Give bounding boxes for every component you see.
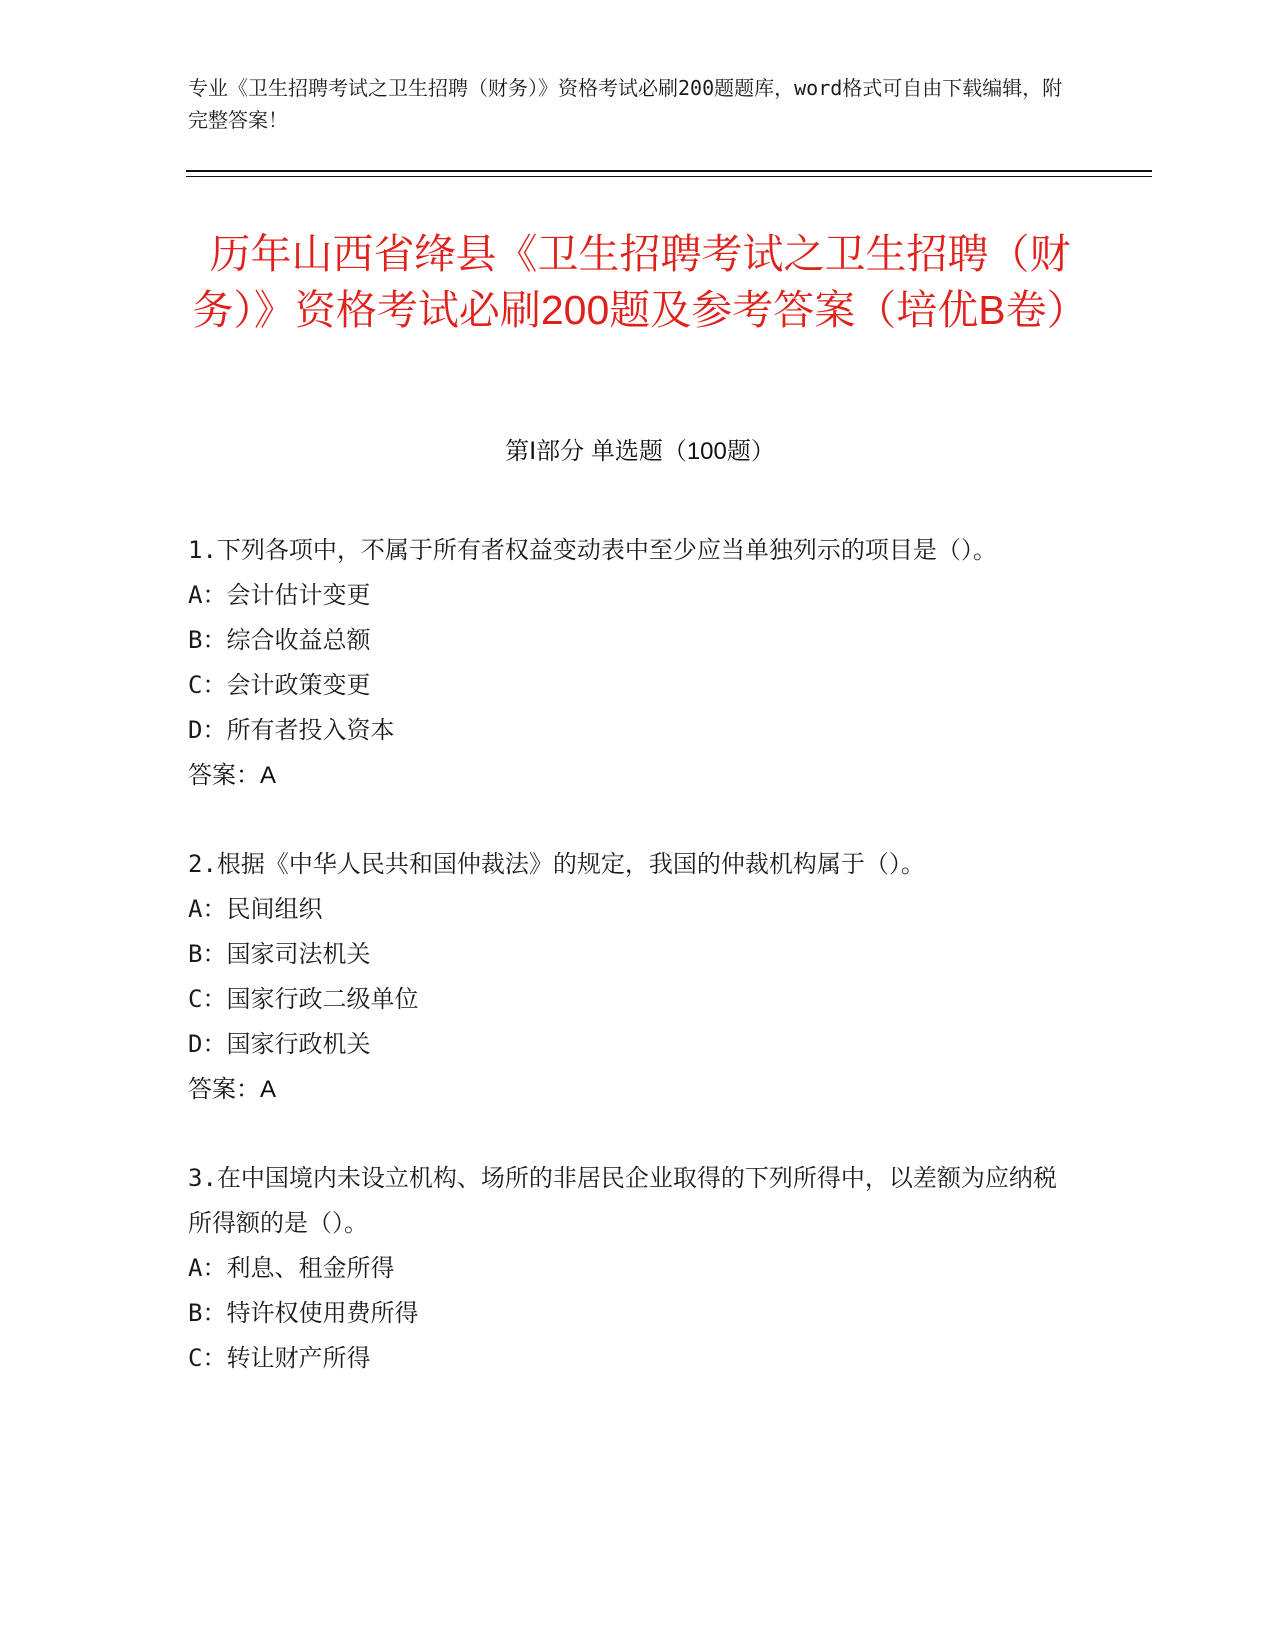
question-list — [188, 528, 1068, 1425]
option-d: D：所有者投入资本 — [188, 716, 395, 744]
option-c: C：会计政策变更 — [188, 671, 371, 699]
option-c: C：国家行政二级单位 — [188, 985, 419, 1013]
answer-value: A — [260, 1076, 277, 1103]
answer-label: 答案： — [188, 762, 260, 789]
option-d: D：国家行政机关 — [188, 1030, 371, 1058]
option-c: C：转让财产所得 — [188, 1344, 371, 1372]
question-text: 1.下列各项中，不属于所有者权益变动表中至少应当单独列示的项目是（）。 — [188, 536, 997, 564]
question-1 — [188, 528, 1068, 798]
header-divider-thick — [186, 170, 1152, 172]
option-a: A：民间组织 — [188, 895, 323, 923]
document-title: 历年山西省绛县《卫生招聘考试之卫生招聘（财务）》资格考试必刷200题及参考答案（培优B卷） — [192, 231, 1088, 333]
question-text: 3.在中国境内未设立机构、场所的非居民企业取得的下列所得中，以差额为应纳税所得额的是（）。 — [188, 1164, 1057, 1237]
question-3 — [188, 1156, 1068, 1381]
question-text: 2.根据《中华人民共和国仲裁法》的规定，我国的仲裁机构属于（）。 — [188, 850, 925, 878]
answer-value: A — [260, 762, 277, 789]
option-a: A：会计估计变更 — [188, 581, 371, 609]
question-2 — [188, 842, 1068, 1112]
option-b: B：综合收益总额 — [188, 626, 371, 654]
header-divider-thin — [186, 176, 1152, 177]
answer-label: 答案： — [188, 1076, 260, 1103]
header-note: 专业《卫生招聘考试之卫生招聘（财务）》资格考试必刷200题题库，word格式可自由下载编辑，附完整答案！ — [188, 76, 1063, 132]
answer-row — [188, 753, 1068, 798]
option-b: B：特许权使用费所得 — [188, 1299, 419, 1327]
section-heading: 第Ⅰ部分 单选题（100题） — [505, 438, 775, 465]
answer-row — [188, 1067, 1068, 1112]
option-b: B：国家司法机关 — [188, 940, 371, 968]
option-a: A：利息、租金所得 — [188, 1254, 395, 1282]
